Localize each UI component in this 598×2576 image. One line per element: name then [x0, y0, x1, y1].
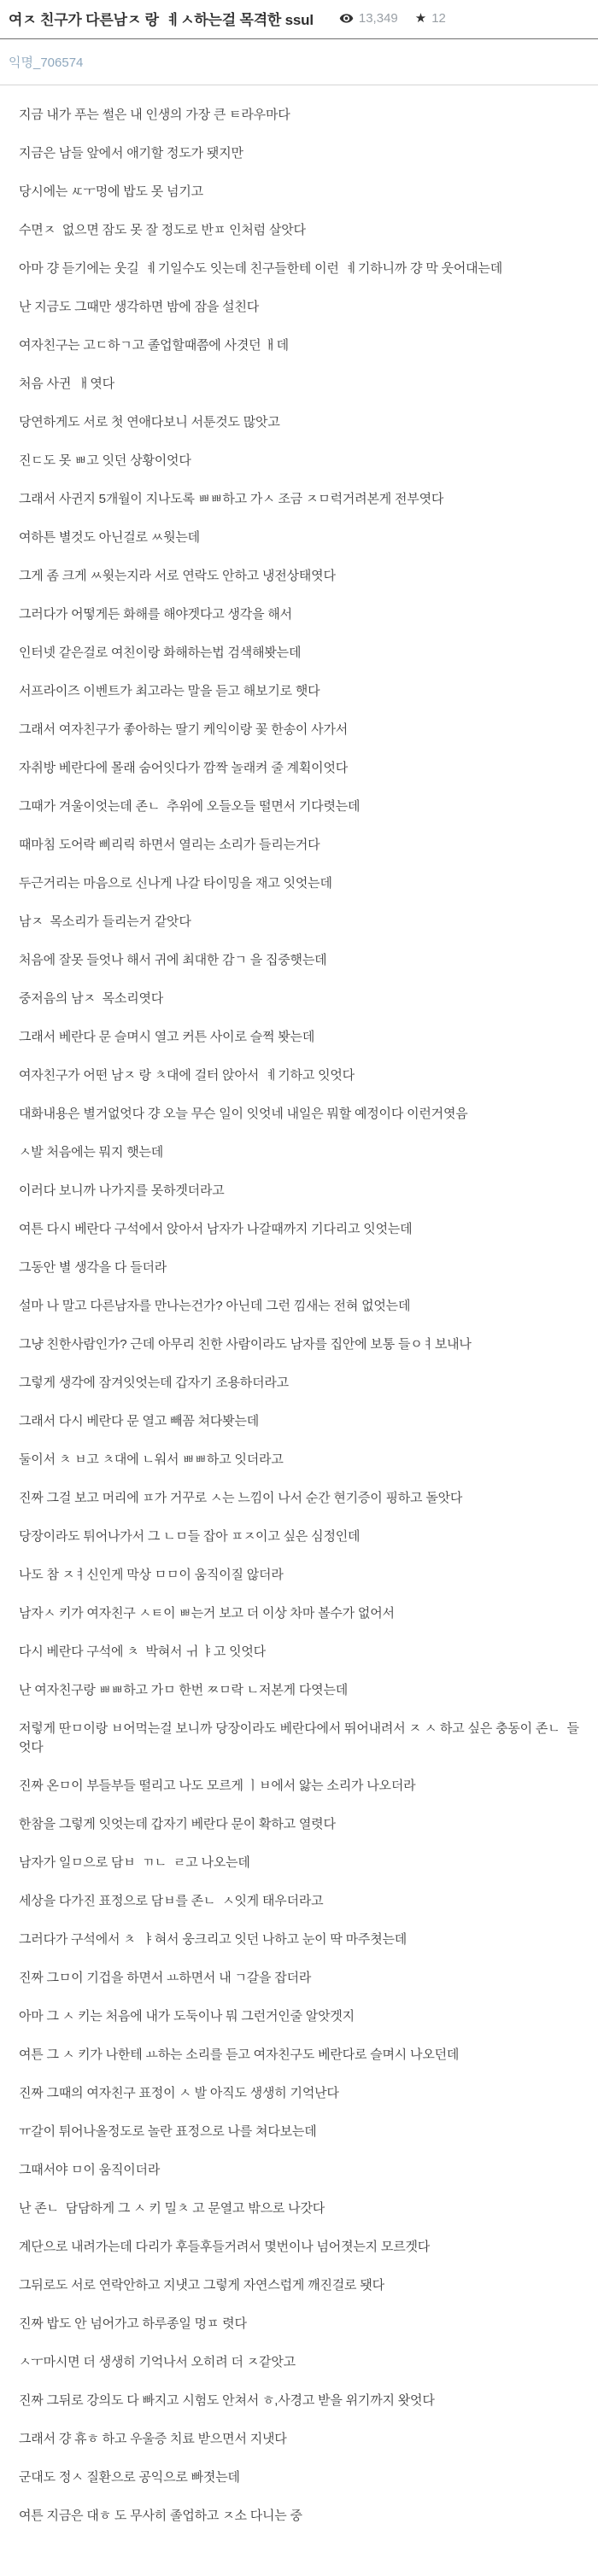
post-paragraph: 그래서 다시 베란다 문 열고 빼꼼 쳐다봣는데: [19, 1414, 260, 1428]
post-paragraph: 진짜 그때의 여자친구 표정이 ㅅ 발 아직도 생생히 기억난다: [19, 2086, 339, 2100]
post-paragraph: ㅠ갈이 튀어나올정도로 놀란 표정으로 나를 쳐다보는데: [19, 2124, 317, 2139]
post-paragraph: 군대도 정ㅅ 질환으로 공익으로 빠졋는데: [19, 2470, 240, 2485]
post-paragraph: 그렇게 생각에 잠겨잇엇는데 갑자기 조용하더라고: [19, 1376, 289, 1390]
post-paragraph: 세상을 다가진 표정으로 담ㅂ를 존ㄴ ㅅ잇게 태우더라고: [19, 1894, 324, 1908]
post-paragraph: 때마침 도어락 삐리릭 하면서 열리는 소리가 들리는거다: [19, 838, 320, 852]
post-paragraph: 둘이서 ㅊ ㅂ고 ㅊ대에 ㄴ워서 ㅃㅃ하고 잇더라고: [19, 1452, 284, 1467]
post-paragraph: 지금 내가 푸는 썰은 내 인생의 가장 큰 ㅌ라우마다: [19, 108, 290, 122]
post-paragraph: 남자가 일ㅁ으로 담ㅂ ㄲㄴ ㄹ고 나오는데: [19, 1855, 250, 1870]
post-paragraph: 서프라이즈 이벤트가 최고라는 말을 듣고 해보기로 햇다: [19, 684, 320, 698]
post-paragraph: 자취방 베란다에 몰래 숨어잇다가 깜짝 놀래켜 줄 계획이엇다: [19, 761, 349, 775]
post-paragraph: 계단으로 내려가는데 다리가 후들후들거려서 몇번이나 넘어졋는지 모르겟다: [19, 2240, 431, 2254]
post-paragraph: 설마 나 말고 다른남자를 만나는건가? 아닌데 그런 낌새는 전혀 없엇는데: [19, 1299, 411, 1313]
post-paragraph: ㅅㅜ마시면 더 생생히 기억나서 오히려 더 ㅈ같앗고: [19, 2355, 296, 2369]
post-paragraph: 여튼 그 ㅅ 키가 나한테 ㅛ하는 소리를 듣고 여자친구도 베란다로 슬며시 나오던데: [19, 2047, 460, 2062]
star-stat: [415, 11, 446, 26]
post-paragraph: 난 존ㄴ 담담하게 그 ㅅ 키 밀ㅊ 고 문열고 밖으로 나갓다: [19, 2201, 325, 2216]
post-paragraph: 남ㅈ 목소리가 들리는거 같앗다: [19, 914, 191, 929]
post-paragraph: 이러다 보니까 나가지를 못하겟더라고: [19, 1183, 225, 1198]
post-paragraph: 진짜 그뒤로 강의도 다 빠지고 시험도 안쳐서 ㅎ,사경고 받을 위기까지 왓엇다: [19, 2393, 435, 2408]
post-paragraph: 아마 그 ㅅ 키는 처음에 내가 도둑이나 뭐 그런거인줄 알앗겟지: [19, 2009, 355, 2024]
post-paragraph: 다시 베란다 구석에 ㅊ 박혀서 ㅟ ㅑ고 잇엇다: [19, 1644, 266, 1659]
post-paragraph: 그래서 베란다 문 슬며시 열고 커튼 사이로 슬쩍 봣는데: [19, 1030, 315, 1044]
post-paragraph: 그동안 별 생각을 다 들더라: [19, 1260, 167, 1275]
post-paragraph: 그뒤로도 서로 연락안하고 지냇고 그렇게 자연스럽게 깨진걸로 됏다: [19, 2278, 384, 2293]
star-count: 12: [431, 11, 446, 26]
post-paragraph: 당시에는 ㅼㅜ멍에 밥도 못 넘기고: [19, 184, 203, 199]
post-paragraph: 아마 걍 듣기에는 웃길 ㅖ기일수도 잇는데 친구들한테 이런 ㅖ기하니까 걍 막 웃어대는데: [19, 261, 503, 276]
post-paragraph: 두근거리는 마음으로 신나게 나갈 타이밍을 재고 잇엇는데: [19, 876, 332, 891]
post-paragraph: 그때서야 ㅁ이 움직이더라: [19, 2163, 161, 2177]
views-count: 13,349: [358, 11, 398, 26]
views-stat: [339, 11, 398, 26]
star-icon: ★: [414, 11, 427, 26]
post-paragraph: 여자친구가 어떤 남ㅈ 랑 ㅊ대에 걸터 앉아서 ㅖ기하고 잇엇다: [19, 1068, 355, 1083]
post-paragraph: 여튼 지금은 대ㅎ 도 무사히 졸업하고 ㅈ소 다니는 중: [19, 2509, 302, 2523]
post-header: [0, 0, 598, 39]
post-paragraph: 진짜 그걸 보고 머리에 ㅍ가 거꾸로 ㅅ는 느낌이 나서 순간 현기증이 핑하고 돌앗다: [19, 1491, 463, 1505]
post-paragraph: 중저음의 남ㅈ 목소리엿다: [19, 991, 164, 1006]
post-paragraph: 그래서 걍 휴ㅎ 하고 우울증 치료 받으면서 지냇다: [19, 2432, 287, 2446]
post-body: [0, 85, 598, 2576]
post-paragraph: 난 지금도 그때만 생각하면 밤에 잠을 설친다: [19, 300, 260, 314]
post-paragraph: 진짜 그ㅁ이 기겁을 하면서 ㅛ하면서 내 ㄱ갈을 잡더라: [19, 1971, 312, 1985]
author-row: [0, 39, 598, 85]
post-paragraph: 당연하게도 서로 첫 연애다보니 서툰것도 많앗고: [19, 415, 280, 429]
post-paragraph: 그러다가 어떻게든 화해를 해야겟다고 생각을 해서: [19, 607, 292, 622]
post-stats: [339, 11, 446, 26]
post-paragraph: 지금은 남들 앞에서 애기할 정도가 됏지만: [19, 146, 243, 161]
post-paragraph: 당장이라도 튀어나가서 그 ㄴㅁ들 잡아 ㅍㅈ이고 싶은 심정인데: [19, 1529, 361, 1544]
eye-icon: [339, 11, 354, 26]
post-paragraph: 그래서 여자친구가 좋아하는 딸기 케익이랑 꽃 한송이 사가서: [19, 722, 349, 737]
post-paragraph: 한참을 그렇게 잇엇는데 갑자기 베란다 문이 확하고 열렷다: [19, 1817, 336, 1831]
post-paragraph: 수면ㅈ 없으면 잠도 못 잘 정도로 반ㅍ 인처럼 살앗다: [19, 223, 306, 237]
post-paragraph: 대화내용은 별거없엇다 걍 오늘 무슨 일이 잇엇네 내일은 뭐할 예정이다 이런거엿음: [19, 1107, 468, 1121]
post-paragraph: ㅅ발 처음에는 뭐지 햇는데: [19, 1145, 164, 1159]
post-paragraph: 진ㄷ도 못 ㅃ고 잇던 상황이엇다: [19, 453, 191, 468]
post-paragraph: 여자친구는 고ㄷ하ㄱ고 졸업할때쯤에 사겻던 ㅐ데: [19, 338, 289, 353]
post-title: 여ㅈ 친구가 다른남ㅈ 랑 ㅖㅅ하는걸 목격한 ssul: [9, 12, 314, 28]
post-paragraph: 진짜 온ㅁ이 부들부들 떨리고 나도 모르게 ㅣㅂ에서 앓는 소리가 나오더라: [19, 1779, 416, 1793]
post-paragraph: 처음 사귄 ㅐ엿다: [19, 377, 114, 391]
post-paragraph: 그냥 친한사람인가? 근데 아무리 친한 사람이라도 남자를 집안에 보통 들ㅇㅕ보내나: [19, 1337, 472, 1352]
post-paragraph: 여하튼 별것도 아닌걸로 ㅆ웟는데: [19, 530, 200, 545]
post-paragraph: 그때가 겨울이엇는데 존ㄴ 추위에 오들오들 떨면서 기다렷는데: [19, 799, 361, 814]
post-paragraph: 진짜 밥도 안 넘어가고 하루종일 멍ㅍ 렷다: [19, 2316, 247, 2331]
author-name: 익명_706574: [9, 55, 84, 70]
post-paragraph: 인터넷 같은걸로 여친이랑 화해하는법 검색해봣는데: [19, 645, 302, 660]
post-paragraph: 처음에 잘못 들엇나 해서 귀에 최대한 감ㄱ 을 집중햇는데: [19, 953, 327, 967]
post-paragraph: 그게 좀 크게 ㅆ윗는지라 서로 연락도 안하고 냉전상태엿다: [19, 569, 336, 583]
post-paragraph: 나도 참 ㅈㅕ신인게 막상 ㅁㅁ이 움직이질 않더라: [19, 1568, 284, 1582]
post-paragraph: 난 여자친구랑 ㅃㅃ하고 가ㅁ 한번 ㅉㅁ락 ㄴ저본게 다엿는데: [19, 1683, 349, 1697]
post-paragraph: 남자ㅅ 키가 여자친구 ㅅㅌ이 ㅃ는거 보고 더 이상 차마 볼수가 없어서: [19, 1606, 395, 1621]
post-paragraph: 그래서 사귄지 5개월이 지나도록 ㅃㅃ하고 가ㅅ 조금 ㅈㅁ럭거려본게 전부엿다: [19, 492, 444, 506]
post-paragraph: 여튼 다시 베란다 구석에서 앉아서 남자가 나갈때까지 기다리고 잇엇는데: [19, 1222, 413, 1236]
post-paragraph: 저렇게 딴ㅁ이랑 ㅂ어먹는걸 보니까 당장이라도 베란다에서 뛰어내려서 ㅈ ㅅ 하고 싶은 충동이 존ㄴ 들엇다: [19, 1721, 579, 1755]
post-paragraph: 그러다가 구석에서 ㅊ ㅑ혀서 웅크리고 잇던 나하고 눈이 딱 마주쳣는데: [19, 1932, 407, 1947]
